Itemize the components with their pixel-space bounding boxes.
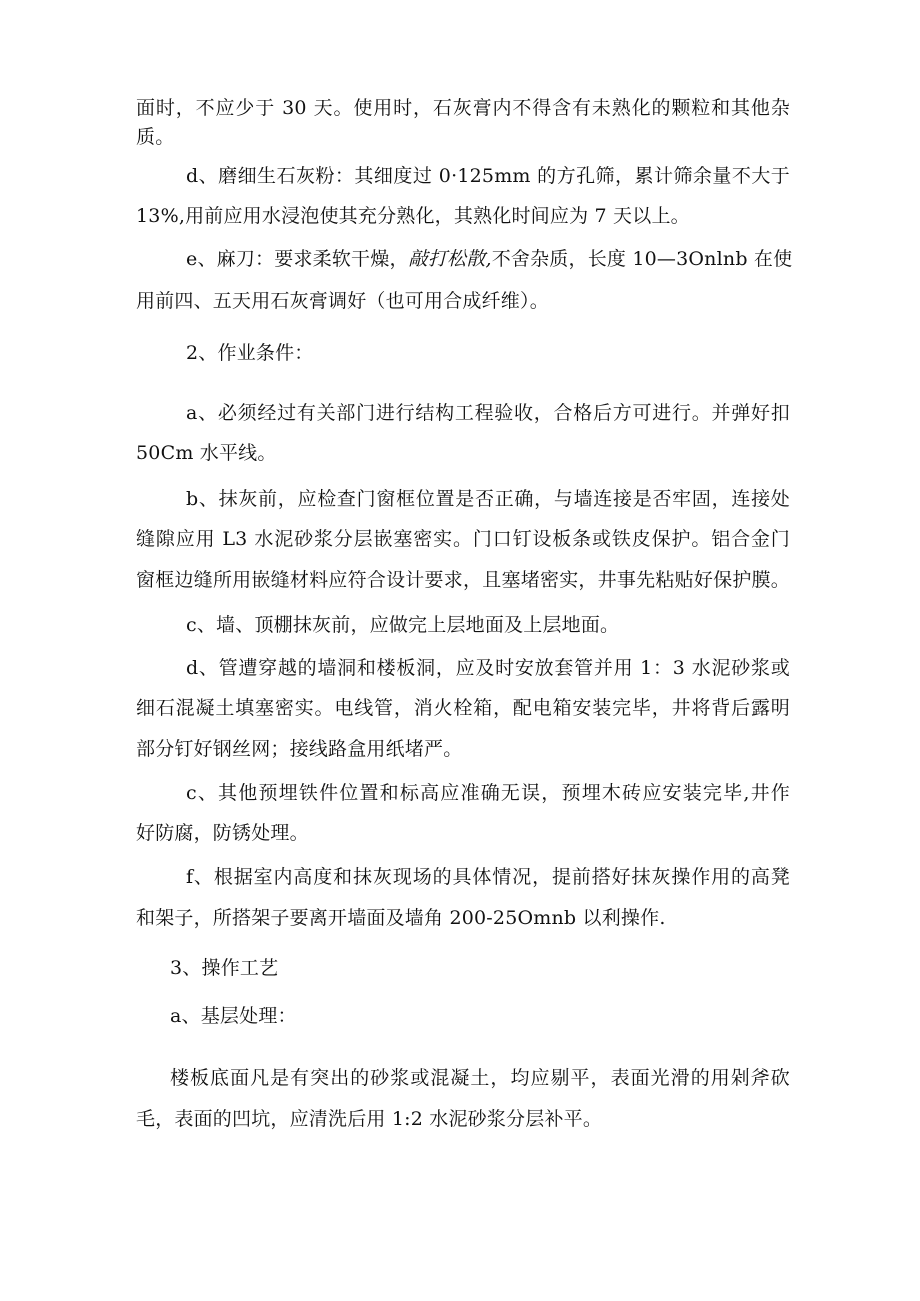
text-line: 用前四、五天用石灰膏调好（也可用合成纤维）。: [136, 290, 549, 312]
text-line: 细石混凝土填塞密实。电线管，消火栓箱，配电箱安装完毕，井将背后露明: [136, 697, 790, 719]
text-line: d、管遭穿越的墙洞和楼板洞，应及时安放套管并用 1：3 水泥砂浆或: [186, 657, 790, 679]
text-line: a、必须经过有关部门进行结构工程验收，合格后方可进行。并弹好扣: [186, 402, 790, 424]
text-line: b、抹灰前，应检查门窗框位置是否正确，与墙连接是否牢固，连接处: [186, 488, 790, 510]
text-span: 不舍杂质，长度 10—3Onlnb 在使: [491, 248, 793, 270]
text-line: 部分钉好钢丝网；接线路盒用纸堵严。: [136, 738, 463, 760]
italic-text-span: 敲打松散,: [408, 248, 492, 270]
text-line: 13%,用前应用水浸泡使其充分熟化，其熟化时间应为 7 天以上。: [136, 205, 690, 227]
text-line: f、根据室内高度和抹灰现场的具体情况，提前搭好抹灰操作用的高凳: [186, 866, 790, 888]
text-line: 质。: [136, 126, 175, 148]
text-line: 和架子，所搭架子要离开墙面及墙角 200-25Omnb 以利操作.: [136, 907, 666, 929]
text-line: 面时，不应少于 30 天。使用时，石灰膏内不得含有未熟化的颗粒和其他杂: [136, 97, 790, 119]
text-span: e、麻刀：要求柔软干燥，: [186, 248, 409, 270]
text-line: 窗框边缝所用嵌缝材料应符合设计要求，且塞堵密实，井事先粘贴好保护膜。: [136, 569, 790, 591]
text-line: 毛，表面的凹坑，应清洗后用 1:2 水泥砂浆分层补平。: [136, 1108, 603, 1130]
text-line: d、磨细生石灰粉：其细度过 0·125mm 的方孔筛，累计筛余量不大于: [186, 165, 790, 187]
text-line: 缝隙应用 L3 水泥砂浆分层嵌塞密实。门口钉设板条或铁皮保护。铝合金门: [136, 528, 790, 550]
subsection-heading: a、基层处理：: [170, 1005, 297, 1027]
text-line: 50Cm 水平线。: [136, 442, 277, 464]
text-line: 楼板底面凡是有突出的砂浆或混凝土，均应剔平，表面光滑的用剁斧砍: [170, 1067, 790, 1089]
text-line: [186, 247, 792, 271]
text-line: c、其他预埋铁件位置和标高应准确无误，预埋木砖应安装完毕,井作: [186, 782, 790, 804]
section-heading: 2、作业条件：: [186, 342, 314, 364]
text-line: 好防腐，防锈处理。: [136, 822, 309, 844]
section-heading: 3、操作工艺: [170, 957, 279, 979]
text-line: c、墙、顶棚抹灰前，应做完上层地面及上层地面。: [186, 614, 620, 636]
